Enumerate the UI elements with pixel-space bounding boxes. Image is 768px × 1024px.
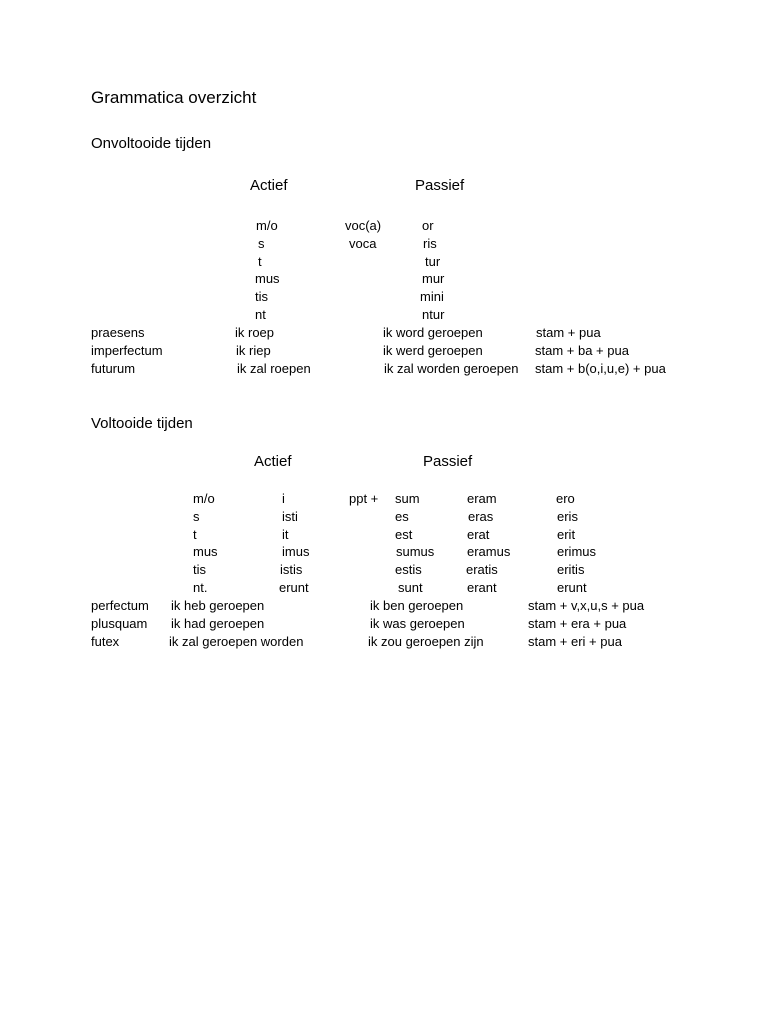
ending-passive: or (422, 218, 434, 233)
ending-sum: sumus (396, 544, 435, 559)
tense-active: ik riep (236, 343, 271, 358)
ending-sum: es (395, 509, 409, 524)
ending-ero: erunt (557, 580, 587, 595)
ending-active: m/o (256, 218, 278, 233)
tense-passive: ik was geroepen (370, 616, 465, 631)
tense-passive: ik word geroepen (383, 325, 483, 340)
tense-active: ik heb geroepen (171, 598, 265, 613)
ending-perfect-active: it (282, 527, 289, 542)
column-header-actief: Actief (254, 453, 292, 470)
column-header-actief: Actief (250, 177, 288, 194)
ending-perfect-stem: tis (193, 562, 206, 577)
ending-ero: ero (556, 491, 575, 506)
ending-sum: est (395, 527, 413, 542)
ending-perfect-active: imus (282, 544, 310, 559)
ending-ero: erit (557, 527, 576, 542)
section-heading-onvoltooide: Onvoltooide tijden (91, 135, 212, 152)
ending-eram: eras (468, 509, 494, 524)
tense-label: plusquam (91, 616, 148, 631)
tense-rule: stam + v,x,u,s + pua (528, 598, 645, 613)
tense-passive: ik werd geroepen (383, 343, 483, 358)
ending-active: s (258, 236, 265, 251)
ending-stem: voc(a) (345, 218, 382, 233)
page-title: Grammatica overzicht (91, 88, 257, 107)
tense-passive: ik ben geroepen (370, 598, 464, 613)
ending-passive: mini (420, 289, 444, 304)
ending-active: tis (255, 289, 268, 304)
ending-eram: eram (467, 491, 497, 506)
ending-active: t (258, 254, 262, 269)
tense-active: ik roep (235, 325, 275, 340)
section-heading-voltooide: Voltooide tijden (91, 415, 193, 432)
tense-label: futex (91, 634, 120, 649)
ending-perfect-stem: nt. (193, 580, 208, 595)
ending-perfect-active: i (282, 491, 285, 506)
tense-rule: stam + eri + pua (528, 634, 622, 649)
ending-passive: ris (423, 236, 437, 251)
ending-sum: sunt (398, 580, 423, 595)
tense-label: perfectum (91, 598, 149, 613)
ppt-label: ppt + (349, 491, 379, 506)
ending-perfect-stem: m/o (193, 491, 215, 506)
ending-perfect-stem: mus (193, 544, 218, 559)
ending-perfect-active: erunt (279, 580, 309, 595)
ending-sum: sum (395, 491, 420, 506)
tense-rule: stam + b(o,i,u,e) + pua (535, 361, 666, 376)
ending-passive: mur (422, 271, 445, 286)
column-header-passief: Passief (415, 177, 465, 194)
ending-ero: eris (557, 509, 578, 524)
ending-eram: erant (467, 580, 497, 595)
ending-active: nt (255, 307, 266, 322)
tense-label: imperfectum (91, 343, 163, 358)
ending-perfect-stem: s (193, 509, 200, 524)
ending-passive: tur (425, 254, 441, 269)
tense-passive: ik zou geroepen zijn (368, 634, 484, 649)
ending-passive: ntur (422, 307, 445, 322)
tense-rule: stam + pua (536, 325, 601, 340)
tense-active: ik had geroepen (171, 616, 265, 631)
tense-passive: ik zal worden geroepen (384, 361, 519, 376)
tense-active: ik zal roepen (237, 361, 311, 376)
ending-eram: eratis (466, 562, 498, 577)
ending-stem: voca (349, 236, 377, 251)
tense-rule: stam + ba + pua (535, 343, 629, 358)
ending-sum: estis (395, 562, 422, 577)
column-header-passief: Passief (423, 453, 473, 470)
ending-ero: eritis (557, 562, 585, 577)
ending-perfect-active: isti (282, 509, 298, 524)
tense-label: praesens (91, 325, 145, 340)
ending-perfect-active: istis (280, 562, 303, 577)
ending-ero: erimus (557, 544, 597, 559)
ending-eram: erat (467, 527, 490, 542)
tense-rule: stam + era + pua (528, 616, 627, 631)
tense-label: futurum (91, 361, 136, 376)
ending-active: mus (255, 271, 280, 286)
ending-eram: eramus (467, 544, 511, 559)
ending-perfect-stem: t (193, 527, 197, 542)
tense-active: ik zal geroepen worden (169, 634, 304, 649)
